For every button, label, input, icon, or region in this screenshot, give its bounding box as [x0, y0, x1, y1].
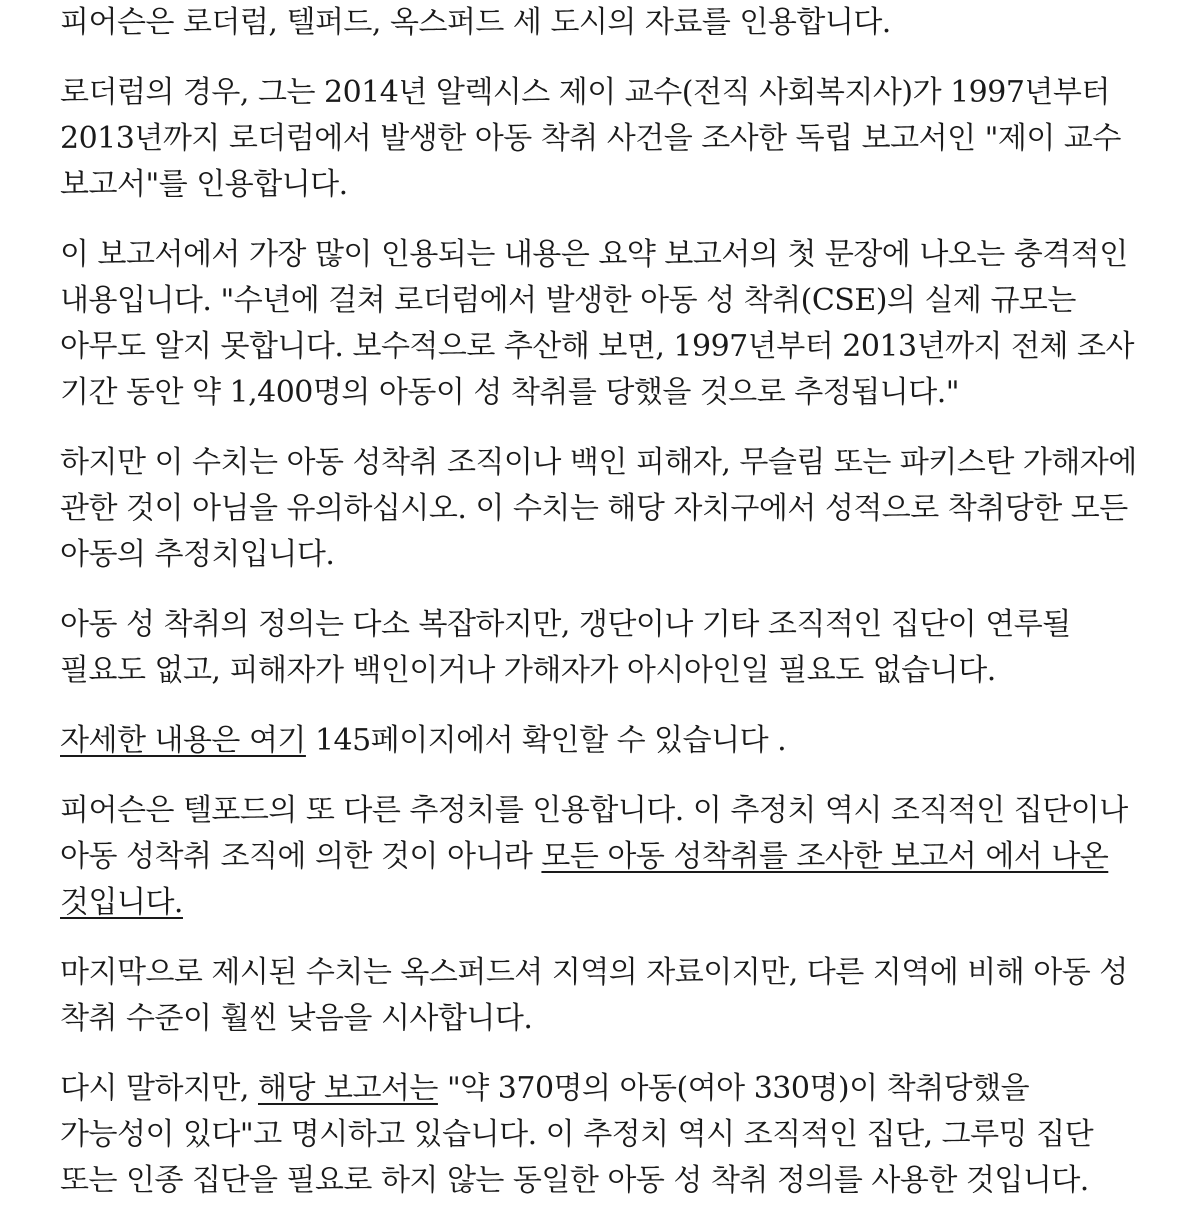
paragraph-estimate-note: 하지만 이 수치는 아동 성착취 조직이나 백인 피해자, 무슬림 또는 파키스탄 가해자에 관한 것이 아님을 유의하십시오. 이 수치는 해당 자치구에서 성적으로 착취당한 모든 아동의 추정치입니다. [60, 445, 1137, 572]
paragraph-cities: 피어슨은 로더럼, 텔퍼드, 옥스퍼드 세 도시의 자료를 인용합니다. [60, 5, 891, 40]
paragraph-details-link [60, 718, 1150, 764]
article-body [60, 0, 1150, 1228]
details-link-suffix: 145페이지에서 확인할 수 있습니다 . [305, 723, 787, 758]
oxford-text-after: "약 370명의 아동(여아 330명)이 착취당했을 가능성이 있다"고 명시하고 있습니다. 이 추정치 역시 조직적인 집단, 그루밍 집단 또는 인종 집단을 필요로 하지 않는 동일한 아동 성 착취 정의를 사용한 것입니다. [60, 1071, 1094, 1198]
paragraph-oxfordshire: 마지막으로 제시된 수치는 옥스퍼드셔 지역의 자료이지만, 다른 지역에 비해 아동 성 착취 수준이 훨씬 낮음을 시사합니다. [60, 955, 1128, 1036]
paragraph-oxfordshire-report [60, 1066, 1150, 1204]
details-link[interactable]: 자세한 내용은 여기 [60, 723, 306, 758]
paragraph-cse-definition: 아동 성 착취의 정의는 다소 복잡하지만, 갱단이나 기타 조직적인 집단이 연루될 필요도 없고, 피해자가 백인이거나 가해자가 아시아인일 필요도 없습니다. [60, 607, 1071, 688]
oxford-text-before: 다시 말하지만, [60, 1071, 258, 1106]
oxfordshire-report-link[interactable]: 해당 보고서는 [258, 1071, 438, 1106]
paragraph-telford [60, 788, 1150, 926]
paragraph-jay-report-quote: 이 보고서에서 가장 많이 인용되는 내용은 요약 보고서의 첫 문장에 나오는 충격적인 내용입니다. "수년에 걸쳐 로더럼에서 발생한 아동 성 착취(CSE)의 실제 규모는 아무도 알지 못합니다. 보수적으로 추산해 보면, 1997년부터 2013년까지 전체 조사 기간 동안 약 1,400명의 아동이 성 착취를 당했을 것으로 추정됩니다." [60, 237, 1135, 410]
paragraph-rotherham: 로더럼의 경우, 그는 2014년 알렉시스 제이 교수(전직 사회복지사)가 1997년부터 2013년까지 로더럼에서 발생한 아동 착취 사건을 조사한 독립 보고서인 "제이 교수 보고서"를 인용합니다. [60, 75, 1121, 202]
telford-text: 피어슨은 텔포드의 또 다른 추정치를 인용합니다. 이 추정치 역시 조직적인 집단이나 아동 성착취 조직에 의한 것이 아니라 [60, 793, 1128, 874]
telford-report-link[interactable]: 모든 아동 성착취를 조사한 보고서 에서 나온 것입니다. [60, 839, 1109, 920]
